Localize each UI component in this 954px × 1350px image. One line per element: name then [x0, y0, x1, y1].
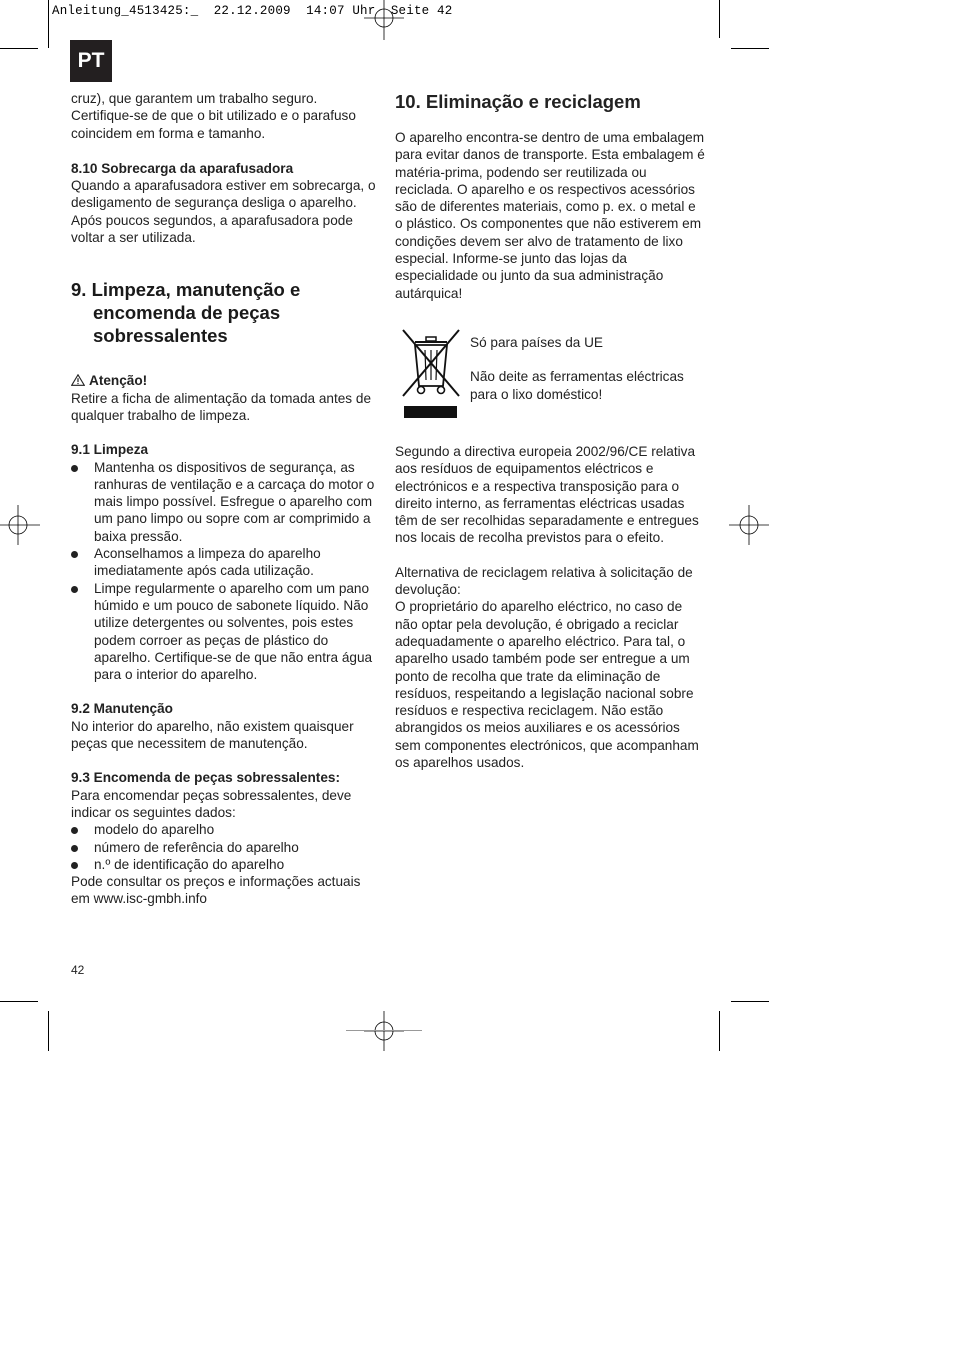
directive-text: Segundo a directiva europeia 2002/96/CE relativa aos resíduos de equipamentos eléctricos e electrónicos e a respectiva transposição para o direito interno, as ferramentas eléctricas usadas têm de ser recolhidas separadamente e entregues nos locais de recolha previstos para o efeito.	[395, 443, 699, 546]
section-9-heading: 9. Limpeza, manutenção e encomenda de peças sobressalentes	[71, 279, 301, 347]
section-8-10-title: 8.10 Sobrecarga da aparafusadora	[71, 160, 294, 176]
recycling-alternative-title: Alternativa de reciclagem relativa à solicitação de devolução:	[395, 564, 693, 598]
section-9-3-footer: Pode consultar os preços e informações actuais em www.isc-gmbh.info	[71, 874, 361, 907]
section-9-1-list	[71, 459, 381, 684]
section-9-1-title: 9.1 Limpeza	[71, 442, 149, 458]
left-column	[71, 90, 381, 908]
section-8-10-text: Quando a aparafusadora estiver em sobrecarga, o desligamento de segurança desliga o aparelho. Após poucos segundos, a aparafusadora pode voltar a ser utilizada.	[71, 178, 376, 246]
right-column	[395, 90, 705, 771]
crop-mark	[48, 1011, 49, 1051]
list-item: Limpe regularmente o aparelho com um pano húmido e um pouco de sabonete líquido. Não utilize detergentes ou solventes, pois estes podem corroer as peças de plástico do aparelho. Certifique-se de que não entra água para o interior do aparelho.	[71, 580, 381, 684]
crop-mark	[0, 1001, 38, 1002]
section-9-3-text: Para encomendar peças sobressalentes, deve indicar os seguintes dados:	[71, 787, 352, 820]
weee-warning: Não deite as ferramentas eléctricas para o lixo doméstico!	[470, 369, 684, 402]
crop-mark	[731, 1001, 769, 1002]
section-9-3-list	[71, 821, 381, 873]
page-number: 42	[71, 963, 85, 977]
weee-notice	[395, 326, 705, 431]
section-9-2-text: No interior do aparelho, não existem quaisquer peças que necessitem de manutenção.	[71, 718, 354, 752]
list-item: n.º de identificação do aparelho	[71, 856, 381, 873]
registration-mark-icon	[729, 505, 769, 545]
registration-mark-icon	[364, 0, 404, 40]
attention-text: Retire a ficha de alimentação da tomada antes de qualquer trabalho de limpeza.	[71, 390, 372, 423]
disposal-text: O aparelho encontra-se dentro de uma embalagem para evitar danos de transporte. Esta embalagem é matéria-prima, podendo ser reutilizada ou reciclada. O aparelho e os respectivos acessórios são de diferentes materiais, como p. ex. o metal e o plástico. Os componentes que não estiverem em condições devem ser alvo de tratamento de lixo especial. Informe-se junto das lojas da especialidade ou junto da sua administração autárquica!	[395, 130, 705, 301]
list-item: modelo do aparelho	[71, 821, 381, 838]
registration-line	[346, 1030, 422, 1031]
attention-label: Atenção!	[89, 373, 148, 389]
crop-mark	[0, 48, 38, 49]
section-9-2-title: 9.2 Manutenção	[71, 701, 173, 717]
recycling-alternative-text: O proprietário do aparelho eléctrico, no caso de não optar pela devolução, é obrigado a reciclar adequadamente o aparelho eléctrico. Para tal, o aparelho usado também pode ser entregue a um ponto de recolha que trate da eliminação de resíduos, respeitando a legislação nacional sobre resíduos e respectiva reciclagem. Não estão abrangidos os meios auxiliares e os acessórios sem componentes electrónicos, que acompanham os aparelhos usados.	[395, 599, 699, 771]
attention-title	[71, 372, 381, 389]
crop-mark	[731, 48, 769, 49]
list-item: número de referência do aparelho	[71, 839, 381, 856]
weee-eu-only: Só para países da UE	[470, 334, 603, 350]
crop-mark	[719, 0, 720, 38]
list-item: Mantenha os dispositivos de segurança, as ranhuras de ventilação e a carcaça do motor o mais limpo possível. Esfregue o aparelho com um pano limpo ou sopre com ar comprimido a baixa pressão.	[71, 459, 381, 545]
language-badge: PT	[70, 40, 112, 82]
intro-text: cruz), que garantem um trabalho seguro. Certifique-se de que o bit utilizado e o parafuso coincidem em forma e tamanho.	[71, 91, 356, 141]
warning-triangle-icon	[71, 374, 85, 386]
section-10-heading: 10. Eliminação e reciclagem	[395, 91, 641, 112]
crop-mark	[48, 0, 49, 48]
crop-mark	[719, 1011, 720, 1051]
registration-mark-icon	[0, 505, 40, 545]
crossed-out-wheelie-bin-icon	[399, 328, 463, 424]
weee-text	[470, 334, 710, 403]
list-item: Aconselhamos a limpeza do aparelho imediatamente após cada utilização.	[71, 545, 381, 580]
print-slug: Anleitung_4513425:_ 22.12.2009 14:07 Uhr Seite 42	[52, 4, 453, 18]
section-9-3-title: 9.3 Encomenda de peças sobressalentes:	[71, 770, 340, 786]
registration-mark-icon	[364, 1011, 404, 1051]
